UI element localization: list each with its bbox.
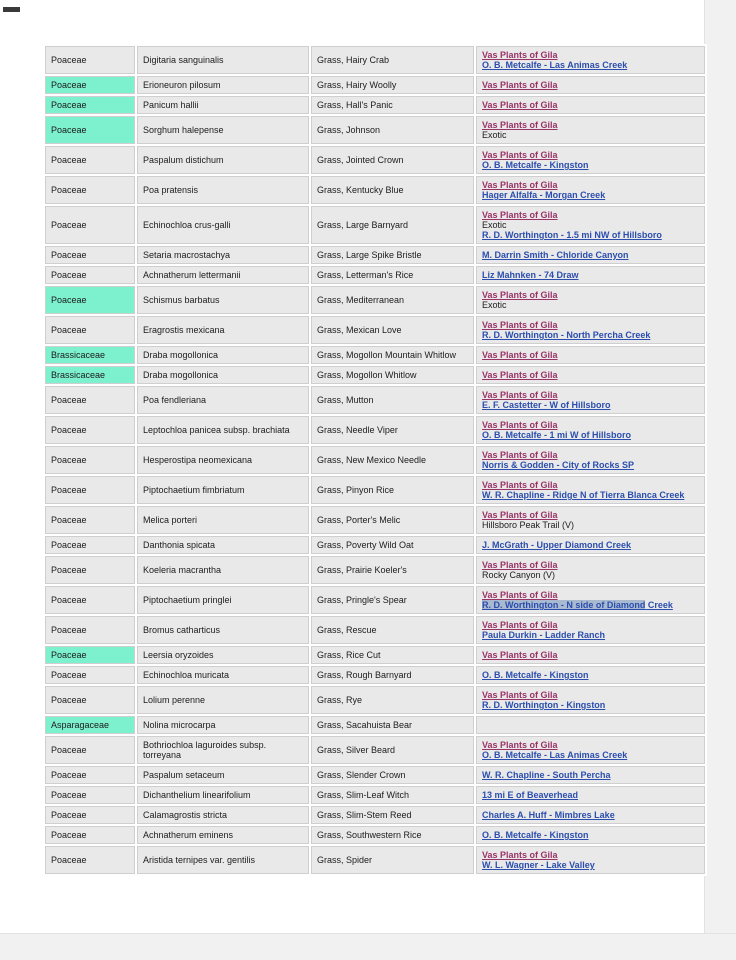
scientific-name-cell: Draba mogollonica [137,366,309,384]
reference-line [482,670,699,680]
references-cell [476,416,705,444]
scientific-name-cell: Piptochaetium fimbriatum [137,476,309,504]
gila-flora-link[interactable]: Vas Plants of Gila [482,320,558,330]
common-name-cell: Grass, Slender Crown [311,766,474,784]
reference-line [482,830,699,840]
references-cell [476,586,705,614]
reference-note: Exotic [482,300,507,310]
references-cell [476,846,705,874]
gila-flora-link[interactable]: Vas Plants of Gila [482,150,558,160]
gila-flora-link[interactable]: Vas Plants of Gila [482,450,558,460]
table-row [45,716,705,734]
reference-line [482,420,699,430]
specimen-link[interactable]: O. B. Metcalfe - Kingston [482,670,589,680]
reference-line [482,400,699,410]
gila-flora-link[interactable]: Vas Plants of Gila [482,100,558,110]
scientific-name-cell: Paspalum setaceum [137,766,309,784]
scientific-name-cell: Echinochloa muricata [137,666,309,684]
reference-line [482,270,699,280]
table-row [45,266,705,284]
gila-flora-link[interactable]: Vas Plants of Gila [482,80,558,90]
reference-line [482,600,699,610]
family-cell: Poaceae [45,416,135,444]
scientific-name-cell: Draba mogollonica [137,346,309,364]
specimen-link[interactable]: Paula Durkin - Ladder Ranch [482,630,606,640]
reference-line [482,520,699,530]
references-cell [476,346,705,364]
common-name-cell: Grass, Mexican Love [311,316,474,344]
table-row [45,786,705,804]
common-name-cell: Grass, Hairy Woolly [311,76,474,94]
scientific-name-cell: Schismus barbatus [137,286,309,314]
common-name-cell: Grass, Slim-Stem Reed [311,806,474,824]
reference-line [482,50,699,60]
reference-line [482,180,699,190]
table-row [45,476,705,504]
common-name-cell: Grass, Hairy Crab [311,46,474,74]
common-name-cell: Grass, Prairie Koeler's [311,556,474,584]
family-cell: Poaceae [45,316,135,344]
family-cell: Poaceae [45,386,135,414]
references-cell [476,366,705,384]
table-row [45,766,705,784]
family-cell: Poaceae [45,736,135,764]
scientific-name-cell: Achnatherum eminens [137,826,309,844]
common-name-cell: Grass, Poverty Wild Oat [311,536,474,554]
references-cell [476,536,705,554]
references-cell [476,506,705,534]
family-cell: Poaceae [45,116,135,144]
specimen-link[interactable]: E. F. Castetter - W of Hillsboro [482,400,611,410]
gila-flora-link[interactable]: Vas Plants of Gila [482,690,558,700]
scientific-name-cell: Leptochloa panicea subsp. brachiata [137,416,309,444]
references-cell [476,806,705,824]
family-cell: Poaceae [45,146,135,174]
specimen-link[interactable]: R. D. Worthington - 1.5 mi NW of Hillsboro [482,230,662,240]
table-row [45,76,705,94]
reference-line [482,150,699,160]
specimen-link[interactable]: Norris & Godden - City of Rocks SP [482,460,635,470]
scientific-name-cell: Setaria macrostachya [137,246,309,264]
reference-line [482,480,699,490]
specimen-link[interactable]: W. L. Wagner - Lake Valley [482,860,595,870]
specimen-link[interactable]: Hager Alfalfa - Morgan Creek [482,190,606,200]
table-row [45,736,705,764]
common-name-cell: Grass, Needle Viper [311,416,474,444]
scientific-name-cell: Piptochaetium pringlei [137,586,309,614]
page-edge-right [704,0,736,960]
references-cell [476,316,705,344]
gila-flora-link[interactable]: Vas Plants of Gila [482,510,558,520]
references-cell [476,476,705,504]
family-cell: Poaceae [45,266,135,284]
reference-note: Hillsboro Peak Trail (V) [482,520,575,530]
specimen-link[interactable]: R. D. Worthington - North Percha Creek [482,330,651,340]
family-cell: Poaceae [45,616,135,644]
common-name-cell: Grass, Mediterranean [311,286,474,314]
common-name-cell: Grass, Hall's Panic [311,96,474,114]
reference-line [482,490,699,500]
family-cell: Brassicaceae [45,366,135,384]
family-cell: Poaceae [45,786,135,804]
common-name-cell: Grass, Rye [311,686,474,714]
family-cell: Poaceae [45,476,135,504]
reference-line [482,60,699,70]
references-cell [476,736,705,764]
table-row [45,96,705,114]
gila-flora-link[interactable]: Vas Plants of Gila [482,390,558,400]
table-row [45,556,705,584]
family-cell: Poaceae [45,246,135,264]
table-row [45,616,705,644]
references-cell [476,716,705,734]
common-name-cell: Grass, Southwestern Rice [311,826,474,844]
reference-line [482,430,699,440]
reference-note: Exotic [482,130,507,140]
specimen-link[interactable]: O. B. Metcalfe - Las Animas Creek [482,60,628,70]
gila-flora-link[interactable]: Vas Plants of Gila [482,650,558,660]
reference-line [482,210,699,220]
gila-flora-link[interactable]: Vas Plants of Gila [482,120,558,130]
selected-text: R. D. Worthington - N side of Diamond [482,600,646,610]
table-row [45,146,705,174]
table-row [45,386,705,414]
gila-flora-link[interactable]: Vas Plants of Gila [482,370,558,380]
reference-line [482,160,699,170]
references-cell [476,646,705,664]
table-row [45,246,705,264]
scientific-name-cell: Bromus catharticus [137,616,309,644]
reference-line [482,370,699,380]
specimen-link[interactable]: 13 mi E of Beaverhead [482,790,579,800]
family-cell: Poaceae [45,506,135,534]
references-cell [476,76,705,94]
reference-line [482,860,699,870]
scientific-name-cell: Melica porteri [137,506,309,534]
family-cell: Poaceae [45,96,135,114]
references-cell [476,266,705,284]
references-cell [476,616,705,644]
table-row [45,846,705,874]
gila-flora-link[interactable]: Vas Plants of Gila [482,850,558,860]
scientific-name-cell: Panicum hallii [137,96,309,114]
reference-line [482,650,699,660]
reference-line [482,510,699,520]
table-row [45,826,705,844]
reference-line [482,740,699,750]
family-cell: Poaceae [45,766,135,784]
reference-line [482,810,699,820]
reference-note: Exotic [482,220,507,230]
family-cell: Poaceae [45,646,135,664]
scientific-name-cell: Digitaria sanguinalis [137,46,309,74]
gila-flora-link[interactable]: Vas Plants of Gila [482,350,558,360]
scientific-name-cell: Nolina microcarpa [137,716,309,734]
reference-line [482,560,699,570]
specimen-link[interactable]: O. B. Metcalfe - Kingston [482,830,589,840]
family-cell: Asparagaceae [45,716,135,734]
references-cell [476,386,705,414]
reference-line [482,250,699,260]
references-cell [476,176,705,204]
references-cell [476,286,705,314]
scientific-name-cell: Echinochloa crus-galli [137,206,309,244]
references-cell [476,116,705,144]
reference-note: Rocky Canyon (V) [482,570,556,580]
gila-flora-link[interactable]: Vas Plants of Gila [482,480,558,490]
references-cell [476,96,705,114]
scientific-name-cell: Poa pratensis [137,176,309,204]
references-cell [476,206,705,244]
common-name-cell: Grass, New Mexico Needle [311,446,474,474]
common-name-cell: Grass, Mogollon Whitlow [311,366,474,384]
common-name-cell: Grass, Rescue [311,616,474,644]
common-name-cell: Grass, Sacahuista Bear [311,716,474,734]
common-name-cell: Grass, Pinyon Rice [311,476,474,504]
references-cell [476,826,705,844]
gila-flora-link[interactable]: Vas Plants of Gila [482,560,558,570]
scientific-name-cell: Sorghum halepense [137,116,309,144]
plant-table-body [45,46,705,874]
common-name-cell: Grass, Silver Beard [311,736,474,764]
references-cell [476,666,705,684]
family-cell: Poaceae [45,286,135,314]
table-row [45,666,705,684]
reference-line [482,790,699,800]
reference-line [482,620,699,630]
reference-line [482,630,699,640]
family-cell: Poaceae [45,586,135,614]
family-cell: Poaceae [45,806,135,824]
reference-line [482,700,699,710]
reference-line [482,290,699,300]
references-cell [476,46,705,74]
common-name-cell: Grass, Mogollon Mountain Whitlow [311,346,474,364]
scientific-name-cell: Hesperostipa neomexicana [137,446,309,474]
gila-flora-link[interactable]: Vas Plants of Gila [482,590,558,600]
reference-line [482,100,699,110]
gila-flora-link[interactable]: Vas Plants of Gila [482,420,558,430]
gila-flora-link[interactable]: Vas Plants of Gila [482,740,558,750]
common-name-cell: Grass, Rice Cut [311,646,474,664]
specimen-link[interactable]: R. D. Worthington - Kingston [482,700,606,710]
common-name-cell: Grass, Letterman's Rice [311,266,474,284]
plant-checklist-table [43,44,707,876]
table-row [45,506,705,534]
table-row [45,806,705,824]
specimen-link[interactable]: O. B. Metcalfe - Kingston [482,160,589,170]
family-cell: Poaceae [45,556,135,584]
scientific-name-cell: Bothriochloa laguroides subsp. torreyana [137,736,309,764]
family-cell: Poaceae [45,206,135,244]
family-cell: Poaceae [45,826,135,844]
specimen-link[interactable]: W. R. Chapline - Ridge N of Tierra Blanca Creek [482,490,685,500]
reference-line [482,450,699,460]
gila-flora-link[interactable]: Vas Plants of Gila [482,620,558,630]
common-name-cell: Grass, Jointed Crown [311,146,474,174]
family-cell: Poaceae [45,536,135,554]
reference-line [482,540,699,550]
scientific-name-cell: Leersia oryzoides [137,646,309,664]
reference-line [482,350,699,360]
table-row [45,316,705,344]
scientific-name-cell: Poa fendleriana [137,386,309,414]
family-cell: Poaceae [45,446,135,474]
references-cell [476,146,705,174]
table-row [45,206,705,244]
table-row [45,586,705,614]
reference-line [482,80,699,90]
table-row [45,646,705,664]
common-name-cell: Grass, Kentucky Blue [311,176,474,204]
common-name-cell: Grass, Rough Barnyard [311,666,474,684]
references-cell [476,246,705,264]
table-row [45,366,705,384]
family-cell: Poaceae [45,76,135,94]
reference-line [482,460,699,470]
family-cell: Brassicaceae [45,346,135,364]
table-row [45,286,705,314]
reference-line [482,230,699,240]
reference-line [482,390,699,400]
scientific-name-cell: Eragrostis mexicana [137,316,309,344]
table-row [45,446,705,474]
table-row [45,346,705,364]
reference-line [482,130,699,140]
specimen-link[interactable]: J. McGrath - Upper Diamond Creek [482,540,632,550]
specimen-link[interactable]: O. B. Metcalfe - 1 mi W of Hillsboro [482,430,632,440]
references-cell [476,446,705,474]
family-cell: Poaceae [45,176,135,204]
reference-line [482,120,699,130]
table-row [45,46,705,74]
scientific-name-cell: Lolium perenne [137,686,309,714]
references-cell [476,556,705,584]
reference-line [482,690,699,700]
specimen-link[interactable]: R. D. Worthington - N side of Diamond Creek [482,600,673,610]
reference-line [482,570,699,580]
common-name-cell: Grass, Spider [311,846,474,874]
common-name-cell: Grass, Mutton [311,386,474,414]
reference-line [482,590,699,600]
gila-flora-link[interactable]: Vas Plants of Gila [482,180,558,190]
reference-line [482,750,699,760]
reference-line [482,190,699,200]
common-name-cell: Grass, Slim-Leaf Witch [311,786,474,804]
reference-line [482,220,699,230]
common-name-cell: Grass, Johnson [311,116,474,144]
scientific-name-cell: Calamagrostis stricta [137,806,309,824]
page-edge-bottom [0,933,736,960]
table-row [45,116,705,144]
references-cell [476,686,705,714]
reference-line [482,330,699,340]
references-cell [476,766,705,784]
common-name-cell: Grass, Porter's Melic [311,506,474,534]
page-fragment-mark [3,7,20,12]
specimen-link[interactable]: Liz Mahnken - 74 Draw [482,270,579,280]
reference-line [482,770,699,780]
table-row [45,416,705,444]
reference-line [482,300,699,310]
references-cell [476,786,705,804]
family-cell: Poaceae [45,686,135,714]
table-row [45,686,705,714]
table-row [45,176,705,204]
specimen-link[interactable]: W. R. Chapline - South Percha [482,770,611,780]
gila-flora-link[interactable]: Vas Plants of Gila [482,290,558,300]
scientific-name-cell: Dichanthelium linearifolium [137,786,309,804]
family-cell: Poaceae [45,666,135,684]
family-cell: Poaceae [45,46,135,74]
table-row [45,536,705,554]
scientific-name-cell: Achnatherum lettermanii [137,266,309,284]
gila-flora-link[interactable]: Vas Plants of Gila [482,210,558,220]
common-name-cell: Grass, Pringle's Spear [311,586,474,614]
common-name-cell: Grass, Large Spike Bristle [311,246,474,264]
specimen-link[interactable]: Charles A. Huff - Mimbres Lake [482,810,615,820]
specimen-link[interactable]: M. Darrin Smith - Chloride Canyon [482,250,629,260]
reference-line [482,320,699,330]
reference-line [482,850,699,860]
scientific-name-cell: Danthonia spicata [137,536,309,554]
scientific-name-cell: Erioneuron pilosum [137,76,309,94]
gila-flora-link[interactable]: Vas Plants of Gila [482,50,558,60]
scientific-name-cell: Koeleria macrantha [137,556,309,584]
family-cell: Poaceae [45,846,135,874]
scientific-name-cell: Paspalum distichum [137,146,309,174]
specimen-link[interactable]: O. B. Metcalfe - Las Animas Creek [482,750,628,760]
common-name-cell: Grass, Large Barnyard [311,206,474,244]
scientific-name-cell: Aristida ternipes var. gentilis [137,846,309,874]
